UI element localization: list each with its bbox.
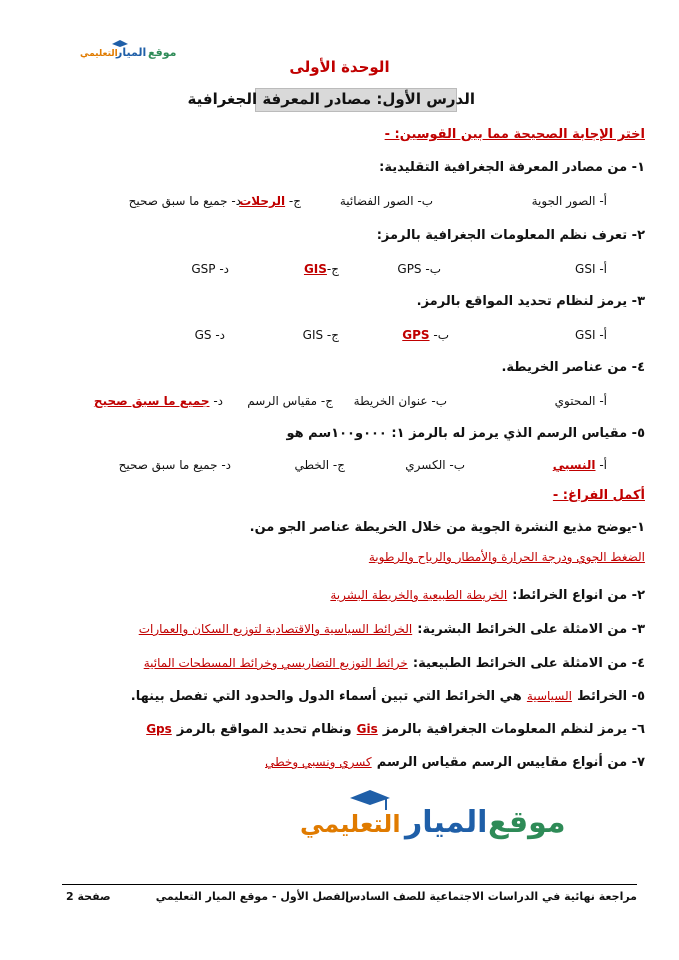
svg-text:الميار: الميار <box>116 46 147 59</box>
q5-option-a: أ- النسبي <box>552 458 607 472</box>
fill-item-2-text: ٢- من انواع الخرائط: <box>512 588 645 603</box>
mcq-heading: اختر الإجابة الصحيحة مما بين القوسين: - <box>384 127 645 142</box>
svg-text:موقع: موقع <box>148 46 177 59</box>
q5-option-c: ج- الخطي <box>294 458 345 472</box>
logo-large-graphic <box>200 788 566 844</box>
fill-item-6-text: ٦- يرمز لنظم المعلومات الجغرافية بالرمز <box>382 722 645 737</box>
fill-item-1: ١-يوضح مذيع النشرة الجوية من خلال الخريطة عناصر الجو من. <box>249 520 645 535</box>
q3-option-a: أ- GSI <box>575 328 607 342</box>
q3-option-d: د- GS <box>194 328 225 342</box>
q4-option-b: ب- عنوان الخريطة <box>353 394 447 408</box>
fill-item-5-text: ٥- الخرائط <box>577 689 645 704</box>
unit-title: الوحدة الأولى <box>289 58 390 76</box>
question-2: ٢- تعرف نظم المعلومات الجغرافية بالرمز: <box>376 228 645 243</box>
q2-option-b: ب- GPS <box>397 262 441 276</box>
footer-page-number: صفحة 2 <box>66 890 111 903</box>
q1-option-d: د- جميع ما سبق صحيح <box>128 194 241 208</box>
footer-left-text: مراجعة نهائية في الدراسات الاجتماعية للصف السادس <box>345 890 637 903</box>
question-3: ٣- يرمز لنظام تحديد المواقع بالرمز. <box>416 294 645 309</box>
fill-item-6-answer2: Gps <box>146 722 172 736</box>
fill-item-7-text: ٧- من أنواع مقاييس الرسم مقياس الرسم <box>376 755 645 770</box>
logo-large <box>200 788 566 844</box>
q2-answer: GIS <box>303 262 327 276</box>
q4-option-c: ج- مقياس الرسم <box>247 394 333 408</box>
fill-item-4-answer: خرائط التوزيع التضاريسي وخرائط المسطحات المائية <box>143 656 408 670</box>
question-5: ٥- مقياس الرسم الذي يرمز له بالرمز ١: ٠٠٠و١٠٠سم هو <box>286 426 645 441</box>
fill-item-7 <box>265 751 645 770</box>
fill-item-3-text: ٣- من الامثلة على الخرائط البشرية: <box>417 622 645 637</box>
q1-answer: الرحلات <box>239 194 286 208</box>
fill-item-6-answer: Gis <box>356 722 378 736</box>
q1-option-c: ج- الرحلات <box>239 194 301 208</box>
q5-answer: النسبي <box>552 458 596 472</box>
fill-item-5-answer: السياسية <box>526 689 572 703</box>
svg-text:موقع: موقع <box>488 805 566 840</box>
fill-item-3-answer: الخرائط السياسية والاقتصادية لتوزيع السكان والعمارات <box>138 622 413 636</box>
svg-text:الميار: الميار <box>405 805 488 840</box>
q4-option-a: أ- المحتوي <box>554 394 607 408</box>
fill-item-5-tail: هي الخرائط التي تبين أسماء الدول والحدود التي تفصل بينها. <box>130 689 522 704</box>
q3-option-c: ج- GIS <box>302 328 339 342</box>
fill-item-1-answer: الضغط الجوي ودرجة الحرارة والأمطار والرياح والرطوبة <box>368 550 645 564</box>
q4-answer: جميع ما سبق صحيح <box>93 394 210 408</box>
footer-divider <box>62 884 637 885</box>
fill-item-7-answer: كسري ونسبي وخطي <box>265 755 372 769</box>
fill-item-2 <box>330 584 645 603</box>
q4-option-d: د- جميع ما سبق صحيح <box>93 394 223 408</box>
svg-text:التعليمي: التعليمي <box>300 810 401 838</box>
svg-text:التعليمي: التعليمي <box>80 49 118 59</box>
q5-option-d: د- جميع ما سبق صحيح <box>118 458 231 472</box>
q5-option-b: ب- الكسري <box>405 458 465 472</box>
footer-middle-text: الفصل الأول - موقع الميار التعليمي <box>155 890 349 903</box>
fill-item-5 <box>131 685 645 704</box>
q2-option-d: د- GSP <box>191 262 229 276</box>
fill-item-4-text: ٤- من الامثلة على الخرائط الطبيعية: <box>412 656 645 671</box>
fill-item-4 <box>144 652 645 671</box>
q2-option-a: أ- GSI <box>575 262 607 276</box>
q1-option-b: ب- الصور الفضائية <box>339 194 433 208</box>
q3-option-b: ب- GPS <box>402 328 449 342</box>
fill-item-2-answer: الخريطة الطبيعية والخريطة البشرية <box>330 588 508 602</box>
fill-heading: أكمل الفراغ: - <box>552 488 645 503</box>
fill-item-6-tail: ونظام تحديد المواقع بالرمز <box>176 722 352 737</box>
lesson-title: الدرس الأول: مصادر المعرفة الجغرافية <box>187 90 475 108</box>
question-4: ٤- من عناصر الخريطة. <box>501 360 645 375</box>
fill-item-6 <box>146 718 645 737</box>
fill-item-3 <box>139 618 645 637</box>
q1-option-a: أ- الصور الجوية <box>531 194 607 208</box>
question-1: ١- من مصادر المعرفة الجغرافية التقليدية: <box>379 160 645 175</box>
q2-option-c: ج-GIS <box>303 262 339 276</box>
q3-answer: GPS <box>402 328 430 342</box>
